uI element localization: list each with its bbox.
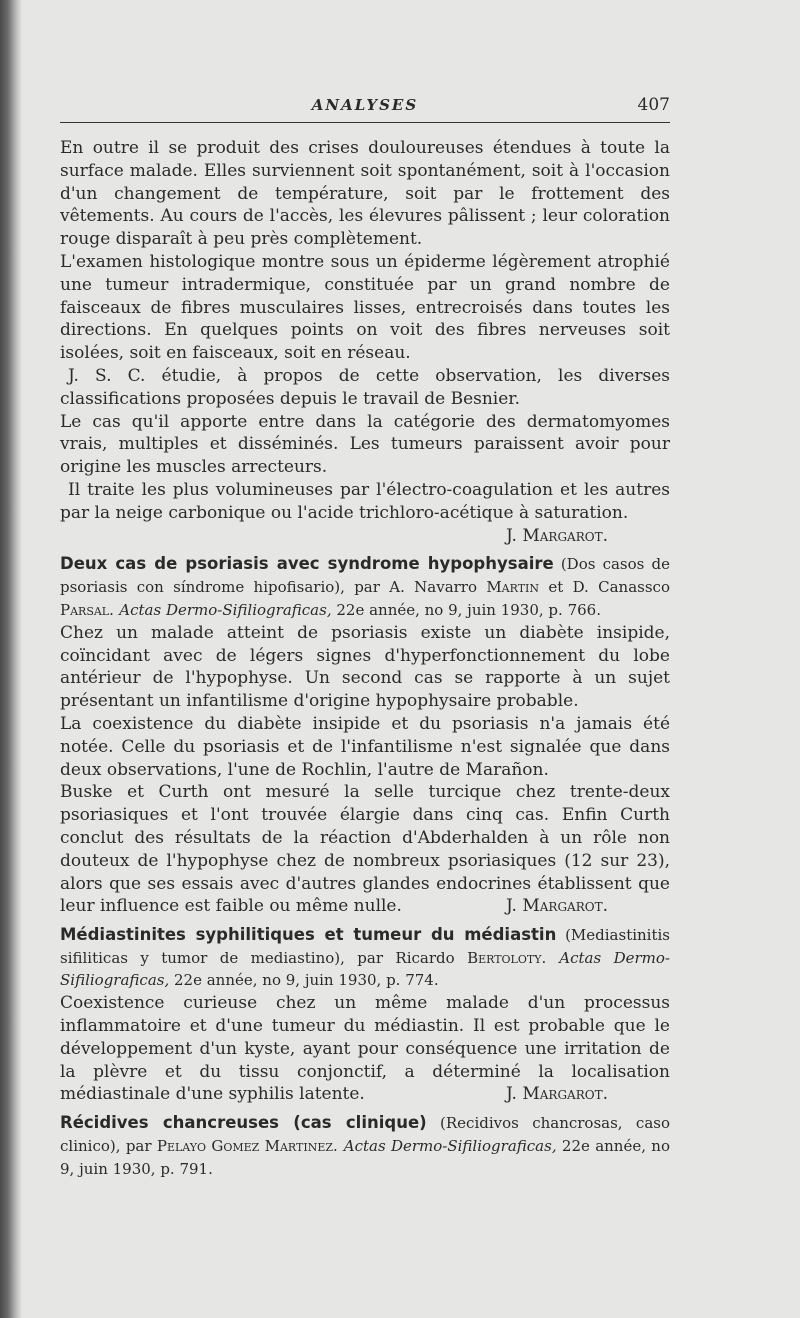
paragraph: Buske et Curth ont mesuré la selle turcique chez trente-deux psoriasiques et l'ont trouvée élargie dans cinq cas. Enfin Curth conclut des résultats de la réaction d'Abderhalden à un rôle non douteux de l'hypophyse chez de nombreux psoriasiques (12 sur 23), alors que ses essais avec d'autres glandes endocrines établissent que leur influence est faible ou même nulle. bbox=[60, 782, 670, 917]
article-heading bbox=[60, 924, 670, 992]
article-title: Deux cas de psoriasis avec syndrome hypophysaire bbox=[60, 554, 554, 574]
author-name: Martin bbox=[486, 578, 540, 597]
author-name: Parsal. bbox=[60, 600, 114, 619]
intro-section bbox=[60, 137, 670, 547]
article-psoriasis bbox=[60, 553, 670, 918]
citation-details: 22e année, no 9, juin 1930, p. 774. bbox=[169, 971, 439, 990]
article-reference: et D. Canassco bbox=[539, 578, 670, 597]
paragraph: La coexistence du diabète insipide et du psoriasis n'a jamais été notée. Celle du psoriasis et de l'infantilisme n'est signalée que dans deux observations, l'une de Rochlin, l'autre de Marañon. bbox=[60, 713, 670, 780]
paragraph: Chez un malade atteint de psoriasis existe un diabète insipide, coïncidant avec de légers signes d'hyperfonctionnement du lobe antérieur de l'hypophyse. Un second cas se rapporte à un sujet présentant un infantilisme d'origine hypophysaire probable. bbox=[60, 622, 670, 712]
paragraph: Coexistence curieuse chez un même malade d'un processus inflammatoire et d'une tumeur du médiastin. Il est probable que le développement d'un kyste, ayant pour conséquence une irritation de la plèvre et du tissu conjonctif, a déterminé la localisation médiastinale d'une syphilis latente. bbox=[60, 993, 670, 1105]
article-title: Médiastinites syphilitiques et tumeur du médiastin bbox=[60, 924, 557, 944]
running-head bbox=[60, 90, 670, 123]
citation-details: 22e année, no 9, juin 1930, p. 791. bbox=[60, 1136, 670, 1178]
author-name: Pelayo Gomez Martinez. bbox=[156, 1136, 338, 1155]
signature: J. Margarot. bbox=[506, 896, 608, 917]
document-page bbox=[60, 90, 670, 1180]
article-heading bbox=[60, 1112, 670, 1180]
journal-name: Actas Dermo-Sifiliograficas, bbox=[119, 600, 332, 619]
article-reference: (Dos casos de psoriasis con síndrome hipofisario), par A. Navarro bbox=[60, 555, 670, 597]
article-chancres bbox=[60, 1112, 670, 1180]
article-reference: (Mediastinitis sifiliticas y tumor de mediastino), par Ricardo bbox=[60, 925, 671, 967]
signature: J. Margarot. bbox=[506, 525, 608, 546]
book-binding-shadow bbox=[0, 0, 22, 1318]
article-mediastin bbox=[60, 924, 670, 1106]
author-name: Bertoloty. bbox=[467, 948, 547, 967]
journal-name: Actas Dermo-Sifiliograficas, bbox=[343, 1136, 557, 1155]
paragraph: J. S. C. étudie, à propos de cette observation, les diverses classifications proposées depuis le travail de Besnier. bbox=[60, 365, 670, 409]
article-heading bbox=[60, 553, 670, 621]
signature: J. Margarot. bbox=[506, 1084, 608, 1105]
paragraph: Le cas qu'il apporte entre dans la catégorie des dermatomyomes vrais, multiples et disséminés. Les tumeurs paraissent avoir pour origine les muscles arrecteurs. bbox=[60, 411, 670, 478]
article-title: Récidives chancreuses (cas clinique) bbox=[60, 1113, 427, 1133]
running-title: ANALYSES bbox=[311, 96, 419, 114]
page-number: 407 bbox=[637, 95, 670, 115]
paragraph: L'examen histologique montre sous un épiderme légèrement atrophié une tumeur intradermique, constituée par un grand nombre de faisceaux de fibres musculaires lisses, entrecroisés dans toutes les directions. En quelques points on voit des fibres nerveuses soit isolées, soit en faisceaux, soit en réseau. bbox=[60, 251, 670, 364]
article-reference: (Recidivos chancrosas, caso clinico), par bbox=[60, 1114, 670, 1155]
paragraph: Il traite les plus volumineuses par l'électro-coagulation et les autres par la neige carbonique ou l'acide trichloro-acétique à saturation. bbox=[60, 479, 670, 523]
citation-details: 22e année, no 9, juin 1930, p. 766. bbox=[331, 600, 601, 619]
paragraph: En outre il se produit des crises douloureuses étendues à toute la surface malade. Elles surviennent soit spontanément, soit à l'occasion d'un changement de température, soit par le frottement des vêtements. Au cours de l'accès, les élevures pâlissent ; leur coloration rouge disparaît à peu près complètement. bbox=[60, 138, 670, 250]
journal-name: Actas Dermo-Sifiliograficas, bbox=[60, 948, 670, 990]
